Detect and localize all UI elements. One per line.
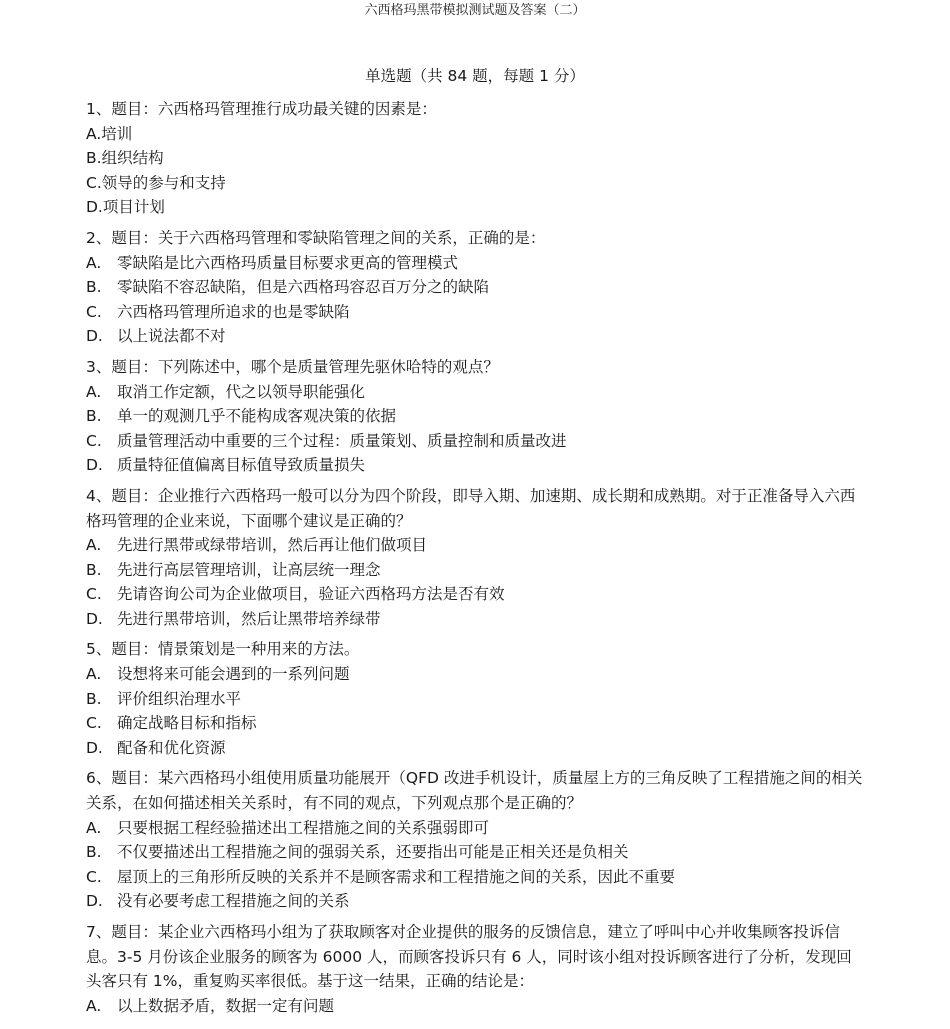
answer-option [86,994,866,1019]
question-item [86,226,866,349]
question-list [86,97,866,1024]
option-letter: A. [86,536,102,555]
answer-option [86,533,866,558]
option-text: 只要根据工程经验描述出工程措施之间的关系强弱即可 [117,818,490,837]
question-stem: 6、题目：某六西格玛小组使用质量功能展开（QFD 改进手机设计，质量屋上方的三角反映了工程措施之间的相关关系，在如何描述相关关系时，有不同的观点，下列观点那个是正确的？ [86,769,863,813]
option-text: 取消工作定额，代之以领导职能强化 [117,382,366,401]
answer-option [86,300,866,325]
option-text: 以上说法都不对 [117,327,226,346]
option-text: 零缺陷是比六西格玛质量目标要求更高的管理模式 [117,253,459,272]
option-letter: B. [86,149,102,168]
question-item [86,97,866,220]
question-stem: 1、题目：六西格玛管理推行成功最关键的因素是： [86,100,437,118]
option-text: 零缺陷不容忍缺陷，但是六西格玛容忍百万分之的缺陷 [117,278,490,297]
answer-option [86,404,866,429]
question-item [86,355,866,478]
answer-option [86,429,866,454]
option-letter: A. [86,253,102,272]
option-letter: B. [86,407,102,426]
question-item [86,637,866,760]
answer-option [86,582,866,607]
answer-option [86,275,866,300]
option-text: 领导的参与和支持 [101,173,226,192]
option-letter: C. [86,173,102,192]
answer-option [86,889,866,914]
option-text: 单一的观测几乎不能构成客观决策的依据 [117,407,397,426]
option-text: 培训 [101,124,133,143]
answer-option [86,607,866,632]
answer-option [86,687,866,712]
option-text: 质量管理活动中重要的三个过程：质量策划、质量控制和质量改进 [117,431,567,450]
option-letter: C. [86,714,102,733]
question-item [86,920,866,1018]
option-text: 不仅要描述出工程措施之间的强弱关系，还要指出可能是正相关还是负相关 [117,843,629,862]
question-stem: 7、题目：某企业六西格玛小组为了获取顾客对企业提供的服务的反馈信息，建立了呼叫中心并收集顾客投诉信息。3-5 月份该企业服务的顾客为 6000 人，而顾客投诉只有 6 人，同时该小组对投诉顾客进行了分析，发现回头客只有 1%，重复购买率很低。基于这一结果，正确的结论是： [86,923,852,991]
option-letter: A. [86,996,102,1015]
option-letter: B. [86,560,102,579]
answer-option [86,453,866,478]
option-letter: A. [86,818,102,837]
option-letter: D. [86,456,103,475]
option-letter: D. [86,892,103,911]
answer-option [86,840,866,865]
answer-option [86,380,866,405]
question-stem: 2、题目：关于六西格玛管理和零缺陷管理之间的关系，正确的是： [86,228,546,247]
answer-option [86,146,866,171]
option-letter: D. [86,609,103,628]
question-item [86,484,866,632]
option-letter: D. [86,738,103,757]
question-stem: 3、题目：下列陈述中，哪个是质量管理先驱休哈特的观点？ [86,357,499,376]
option-text: 屋顶上的三角形所反映的关系并不是顾客需求和工程措施之间的关系，因此不重要 [117,867,676,886]
option-letter: C. [86,431,102,450]
option-text: 确定战略目标和指标 [117,714,257,733]
question-stem: 5、题目：情景策划是一种用来的方法。 [86,640,360,659]
answer-option [86,662,866,687]
answer-option [86,324,866,349]
answer-option [86,711,866,736]
option-text: 设想将来可能会遇到的一系列问题 [117,665,350,684]
answer-option [86,122,866,147]
option-text: 配备和优化资源 [117,738,226,757]
answer-option [86,195,866,220]
option-text: 项目计划 [102,198,165,217]
answer-option [86,865,866,890]
option-text: 组织结构 [101,149,164,168]
document-header: 六西格玛黑带模拟测试题及答案（二） [364,3,586,18]
option-text: 先进行黑带培训，然后让黑带培养绿带 [117,609,381,628]
option-text: 先请咨询公司为企业做项目，验证六西格玛方法是否有效 [117,585,505,604]
answer-option [86,171,866,196]
option-text: 质量特征值偏离目标值导致质量损失 [117,456,366,475]
section-title: 单选题（共 84 题，每题 1 分） [365,67,585,85]
option-letter: D. [86,198,103,217]
option-letter: B. [86,689,102,708]
answer-option [86,736,866,761]
option-text: 没有必要考虑工程措施之间的关系 [117,892,350,911]
option-letter: C. [86,302,102,321]
question-stem: 4、题目：企业推行六西格玛一般可以分为四个阶段，即导入期、加速期、成长期和成熟期。对于正准备导入六西格玛管理的企业来说，下面哪个建议是正确的？ [86,486,856,530]
option-letter: B. [86,843,102,862]
option-letter: C. [86,867,102,886]
option-text: 先进行高层管理培训，让高层统一理念 [117,560,381,579]
option-text: 六西格玛管理所追求的也是零缺陷 [117,302,350,321]
option-letter: C. [86,585,102,604]
option-letter: D. [86,327,103,346]
option-letter: A. [86,665,102,684]
answer-option [86,816,866,841]
option-text: 先进行黑带或绿带培训，然后再让他们做项目 [117,536,428,555]
answer-option [86,558,866,583]
option-text: 以上数据矛盾，数据一定有问题 [117,996,335,1015]
question-item [86,766,866,914]
option-text: 评价组织治理水平 [117,689,242,708]
option-letter: A. [86,124,102,143]
option-letter: B. [86,278,102,297]
answer-option [86,251,866,276]
option-letter: A. [86,382,102,401]
